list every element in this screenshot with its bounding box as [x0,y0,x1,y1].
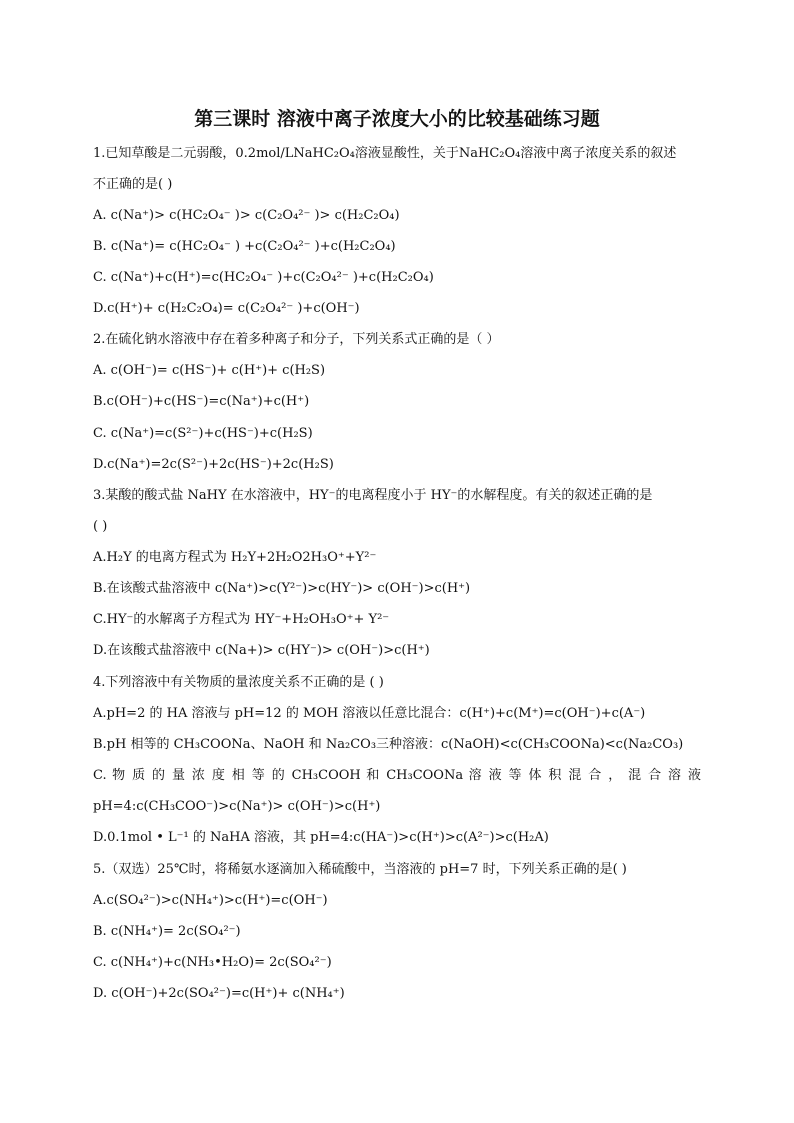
question-5-option-c: C. c(NH₄⁺)+c(NH₃•H₂O)= 2c(SO₄²⁻) [93,955,332,970]
question-2-stem: 2.在硫化钠水溶液中存在着多种离子和分子，下列关系式正确的是（ ） [93,332,500,347]
question-3-option-c: C.HY⁻的水解离子方程式为 HY⁻+H₂OH₃O⁺+ Y²⁻ [93,612,390,627]
question-4-option-b: B.pH 相等的 CH₃COONa、NaOH 和 Na₂CO₃三种溶液：c(NaOH)<c(CH₃COONa)<c(Na₂CO₃) [93,737,684,752]
question-3-option-d: D.在该酸式盐溶液中 c(Na+)> c(HY⁻)> c(OH⁻)>c(H⁺) [93,643,430,658]
question-4-option-c-line-1: C. 物 质 的 量 浓 度 相 等 的 CH₃COOH 和 CH₃COONa 溶 液 等 体 积 混 合 ， 混 合 溶 液 [93,768,701,783]
question-3-stem-line-1: 3.某酸的酸式盐 NaHY 在水溶液中，HY⁻的电离程度小于 HY⁻的水解程度。有关的叙述正确的是 [93,488,653,503]
question-4-option-a: A.pH=2 的 HA 溶液与 pH=12 的 MOH 溶液以任意比混合：c(H⁺)+c(M⁺)=c(OH⁻)+c(A⁻) [93,706,646,721]
question-1-option-a: A. c(Na⁺)> c(HC₂O₄⁻ )> c(C₂O₄²⁻ )> c(H₂C₂O₄) [93,208,400,223]
question-4-option-d: D.0.1mol • L⁻¹ 的 NaHA 溶液，其 pH=4:c(HA⁻)>c(H⁺)>c(A²⁻)>c(H₂A) [93,830,549,845]
question-4-option-c-line-2: pH=4:c(CH₃COO⁻)>c(Na⁺)> c(OH⁻)>c(H⁺) [93,799,381,814]
question-4-stem: 4.下列溶液中有关物质的量浓度关系不正确的是 ( ) [93,675,384,690]
question-1-option-b: B. c(Na⁺)= c(HC₂O₄⁻ ) +c(C₂O₄²⁻ )+c(H₂C₂O₄) [93,239,396,254]
question-5-stem: 5.（双选）25℃时，将稀氨水逐滴加入稀硫酸中，当溶液的 pH=7 时，下列关系正确的是( ) [93,862,627,877]
question-5-option-b: B. c(NH₄⁺)= 2c(SO₄²⁻) [93,924,241,939]
question-1-option-d: D.c(H⁺)+ c(H₂C₂O₄)= c(C₂O₄²⁻ )+c(OH⁻) [93,301,360,316]
page-title: 第三课时 溶液中离子浓度大小的比较基础练习题 [194,108,600,130]
question-5-option-d: D. c(OH⁻)+2c(SO₄²⁻)=c(H⁺)+ c(NH₄⁺) [93,986,345,1001]
question-3-option-a: A.H₂Y 的电离方程式为 H₂Y+2H₂O2H₃O⁺+Y²⁻ [93,550,377,565]
question-2-option-d: D.c(Na⁺)=2c(S²⁻)+2c(HS⁻)+2c(H₂S) [93,457,334,472]
question-2-option-c: C. c(Na⁺)=c(S²⁻)+c(HS⁻)+c(H₂S) [93,426,313,441]
question-5-option-a: A.c(SO₄²⁻)>c(NH₄⁺)>c(H⁺)=c(OH⁻) [93,893,328,908]
question-1-stem-line-2: 不正确的是( ) [93,177,173,192]
question-1-stem-line-1: 1.已知草酸是二元弱酸，0.2mol/LNaHC₂O₄溶液显酸性，关于NaHC₂O₄溶液中离子浓度关系的叙述 [93,146,677,161]
question-2-option-a: A. c(OH⁻)= c(HS⁻)+ c(H⁺)+ c(H₂S) [93,363,326,378]
question-3-option-b: B.在该酸式盐溶液中 c(Na⁺)>c(Y²⁻)>c(HY⁻)> c(OH⁻)>c(H⁺) [93,581,471,596]
question-2-option-b: B.c(OH⁻)+c(HS⁻)=c(Na⁺)+c(H⁺) [93,394,310,409]
question-1-option-c: C. c(Na⁺)+c(H⁺)=c(HC₂O₄⁻ )+c(C₂O₄²⁻ )+c(H₂C₂O₄) [93,270,434,285]
question-3-stem-line-2: ( ) [93,519,108,534]
